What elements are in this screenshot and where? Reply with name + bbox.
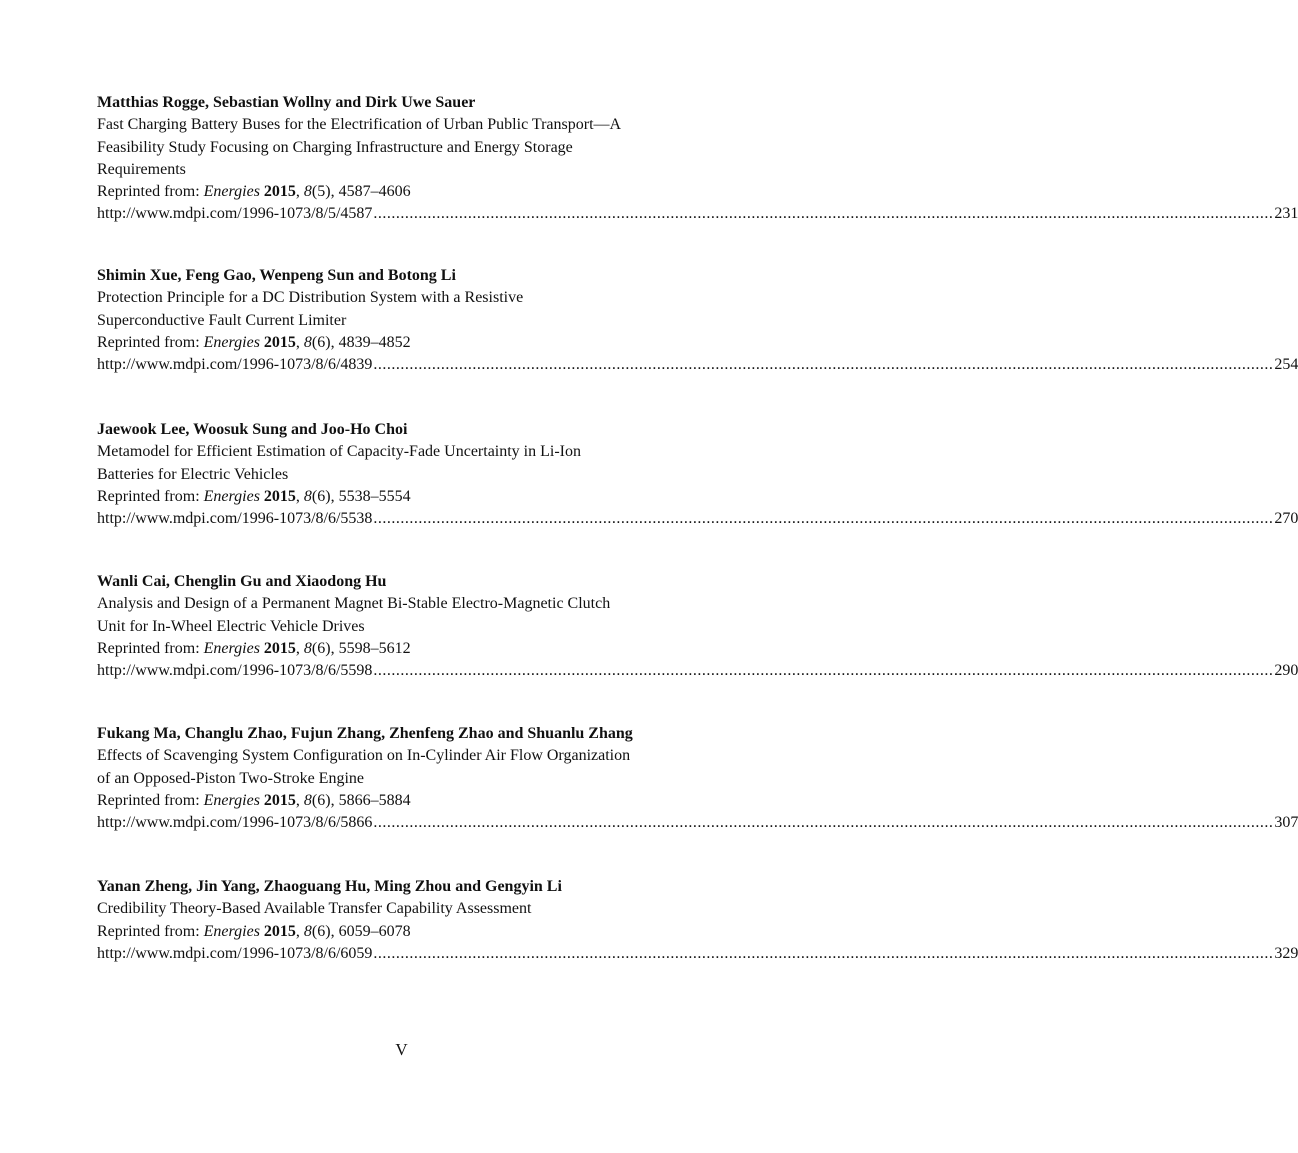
issue-and-pages: (5), 4587–4606: [311, 183, 411, 201]
dot-leader: ........................................................................................................................................................................................................: [373, 814, 1274, 832]
journal-name: Energies: [203, 639, 260, 657]
journal-name: Energies: [203, 333, 260, 351]
article-url-link[interactable]: http://www.mdpi.com/1996-1073/8/6/4839: [97, 356, 373, 374]
reprinted-prefix-text: Reprinted from:: [97, 791, 204, 809]
entry-title-line: Superconductive Fault Current Limiter: [97, 311, 347, 329]
entry-reprint-citation: Reprinted from: Energies 2015, 8(6), 5598–5612: [97, 639, 411, 657]
toc-entry: [97, 571, 1298, 682]
entry-url-line: [97, 812, 1298, 834]
article-url-link[interactable]: http://www.mdpi.com/1996-1073/8/6/5598: [97, 662, 373, 680]
entry-title-line: Protection Principle for a DC Distribution System with a Resistive: [97, 289, 524, 307]
reprinted-prefix-text: Reprinted from:: [97, 922, 204, 940]
page-number: V: [395, 1040, 408, 1059]
publication-year: 2015: [263, 333, 296, 351]
publication-year: 2015: [263, 487, 296, 505]
volume-number: 8: [303, 639, 312, 657]
entry-title-line: Fast Charging Battery Buses for the Electrification of Urban Public Transport—A: [97, 116, 622, 134]
entry-url-line: [97, 354, 1298, 376]
toc-entry: [97, 723, 1298, 834]
entry-authors: Wanli Cai, Chenglin Gu and Xiaodong Hu: [97, 573, 387, 590]
entry-reprint-citation: Reprinted from: Energies 2015, 8(6), 4839–4852: [97, 333, 411, 351]
entry-reprint-citation: Reprinted from: Energies 2015, 8(6), 5538–5554: [97, 487, 411, 505]
entry-title-line: of an Opposed-Piston Two-Stroke Engine: [97, 769, 364, 787]
entry-authors: Shimin Xue, Feng Gao, Wenpeng Sun and Botong Li: [97, 267, 456, 284]
dot-leader: ........................................................................................................................................................................................................: [373, 205, 1274, 223]
publication-year: 2015: [263, 791, 296, 809]
entry-authors: Matthias Rogge, Sebastian Wollny and Dirk Uwe Sauer: [97, 94, 476, 111]
entry-authors: Jaewook Lee, Woosuk Sung and Joo-Ho Choi: [97, 421, 408, 438]
entry-page-number: 329: [1274, 944, 1298, 962]
article-url-link[interactable]: http://www.mdpi.com/1996-1073/8/6/5866: [97, 814, 373, 832]
reprinted-prefix-text: Reprinted from:: [97, 639, 204, 657]
entry-title-line: Batteries for Electric Vehicles: [97, 465, 289, 483]
toc-entry: [97, 419, 1298, 530]
publication-year: 2015: [263, 922, 296, 940]
entry-reprint-citation: Reprinted from: Energies 2015, 8(5), 4587–4606: [97, 183, 411, 201]
publication-year: 2015: [263, 183, 296, 201]
toc-entry: [97, 92, 1298, 226]
entry-title-line: Requirements: [97, 160, 186, 178]
issue-and-pages: (6), 4839–4852: [311, 333, 411, 351]
entry-url-line: [97, 943, 1298, 965]
issue-and-pages: (6), 5598–5612: [311, 639, 411, 657]
publication-year: 2015: [263, 639, 296, 657]
journal-name: Energies: [203, 183, 260, 201]
toc-entry: [97, 876, 1298, 965]
entry-title-line: Unit for In-Wheel Electric Vehicle Drives: [97, 617, 365, 635]
entry-authors: Fukang Ma, Changlu Zhao, Fujun Zhang, Zhenfeng Zhao and Shuanlu Zhang: [97, 725, 633, 742]
journal-name: Energies: [203, 922, 260, 940]
entry-url-line: [97, 203, 1298, 225]
entry-title-line: Feasibility Study Focusing on Charging Infrastructure and Energy Storage: [97, 138, 573, 156]
reprinted-prefix-text: Reprinted from:: [97, 333, 204, 351]
entry-authors: Yanan Zheng, Jin Yang, Zhaoguang Hu, Ming Zhou and Gengyin Li: [97, 878, 562, 895]
volume-number: 8: [303, 487, 312, 505]
journal-name: Energies: [203, 487, 260, 505]
reprinted-prefix-text: Reprinted from:: [97, 487, 204, 505]
entry-page-number: 254: [1274, 356, 1298, 374]
entry-url-line: [97, 660, 1298, 682]
journal-name: Energies: [203, 791, 260, 809]
issue-and-pages: (6), 6059–6078: [311, 922, 411, 940]
dot-leader: ........................................................................................................................................................................................................: [373, 356, 1274, 374]
issue-and-pages: (6), 5866–5884: [311, 791, 411, 809]
dot-leader: ........................................................................................................................................................................................................: [373, 662, 1274, 680]
article-url-link[interactable]: http://www.mdpi.com/1996-1073/8/5/4587: [97, 205, 373, 223]
entry-url-line: [97, 508, 1298, 530]
volume-number: 8: [303, 183, 312, 201]
entry-title-line: Analysis and Design of a Permanent Magnet Bi-Stable Electro-Magnetic Clutch: [97, 595, 611, 613]
entry-reprint-citation: Reprinted from: Energies 2015, 8(6), 6059–6078: [97, 922, 411, 940]
entry-page-number: 270: [1274, 510, 1298, 528]
entry-reprint-citation: Reprinted from: Energies 2015, 8(6), 5866–5884: [97, 791, 411, 809]
entry-page-number: 231: [1274, 205, 1298, 223]
article-url-link[interactable]: http://www.mdpi.com/1996-1073/8/6/6059: [97, 944, 373, 962]
article-url-link[interactable]: http://www.mdpi.com/1996-1073/8/6/5538: [97, 510, 373, 528]
reprinted-prefix-text: Reprinted from:: [97, 183, 204, 201]
entry-title-line: Metamodel for Efficient Estimation of Capacity-Fade Uncertainty in Li-Ion: [97, 443, 581, 461]
volume-number: 8: [303, 922, 312, 940]
entry-page-number: 307: [1274, 814, 1298, 832]
volume-number: 8: [303, 333, 312, 351]
volume-number: 8: [303, 791, 312, 809]
dot-leader: ........................................................................................................................................................................................................: [373, 944, 1274, 962]
entry-page-number: 290: [1274, 662, 1298, 680]
issue-and-pages: (6), 5538–5554: [311, 487, 411, 505]
entry-title-line: Effects of Scavenging System Configuration on In-Cylinder Air Flow Organization: [97, 747, 631, 765]
dot-leader: ........................................................................................................................................................................................................: [373, 510, 1274, 528]
toc-entry: [97, 265, 1298, 376]
entry-title-line: Credibility Theory-Based Available Transfer Capability Assessment: [97, 900, 532, 918]
